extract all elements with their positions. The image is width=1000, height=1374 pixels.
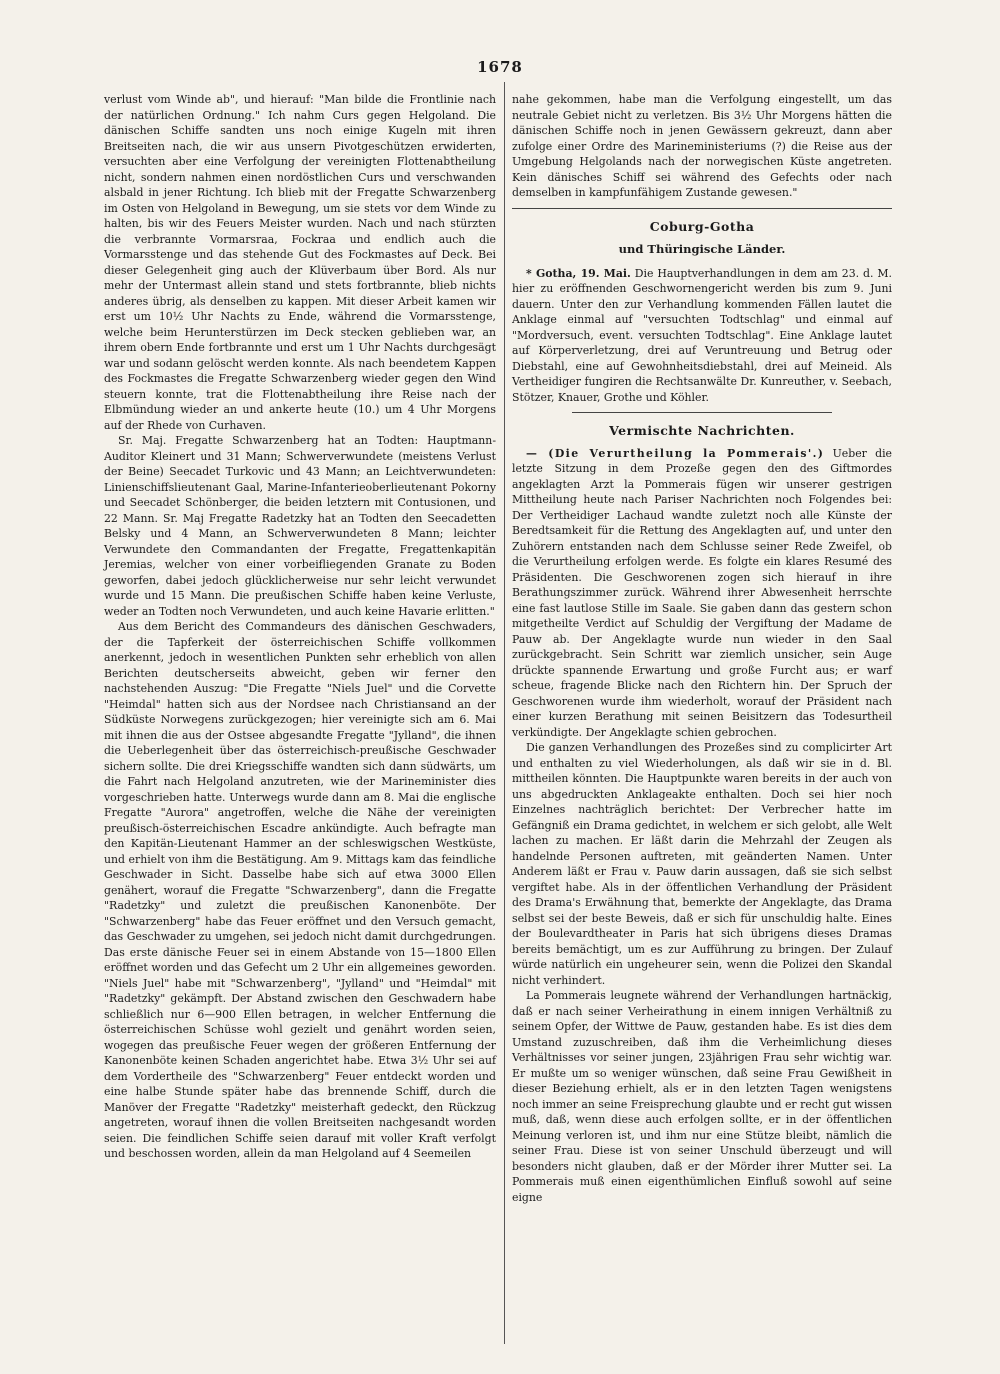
section-title-vermischte-nachrichten: Vermischte Nachrichten. bbox=[609, 423, 795, 439]
article-paragraph: Aus dem Bericht des Commandeurs des dänischen Geschwaders, der die Tapferkeit der österreichischen Schiffe vollkommen anerkennt, jedoch in wesentlichen Punkten sehr erheblich von allen Berichten deutscherseits abweicht, geben wir ferner den nachstehenden Auszug: "Die Fregatte "Niels Juel" und die Corvette "Heimdal" hatten sich aus der Nordsee nach Christiansand an der Südküste Norwegens zurückgezogen; hier vereinigte sich am 6. Mai mit ihnen die aus der Ostsee abgesandte Fregatte "Jylland", die ihnen die Ueberlegenheit über das österreichisch-preußische Geschwader sichern sollte. Die drei Kriegsschiffe wandten sich dann südwärts, um die Fahrt nach Helgoland anzutreten, wie der Marineminister dies vorgeschrieben hatte. Unterwegs wurde dann am 8. Mai die englische Fregatte "Aurora" angetroffen, welche die Nähe der vereinigten preußisch-österreichischen Escadre ankündigte. Auch befragte man den Kapitän-Lieutenant Hammer an der schleswigschen Westküste, und erhielt von ihm die Bestätigung. Am 9. Mittags kam das feindliche Geschwader in Sicht. Dasselbe habe sich auf etwa 3000 Ellen genähert, worauf die Fregatte "Schwarzenberg", dann die Fregatte "Radetzky" und zuletzt die preußischen Kanonenböte. Der "Schwarzenberg" habe das Feuer eröffnet und den Versuch gemacht, das Geschwader zu umgehen, sei jedoch nicht damit durchgedrungen. Das erste dänische Feuer sei in einem Abstande von 15—1800 Ellen eröffnet worden und das Gefecht um 2 Uhr ein allgemeines geworden. "Niels Juel" habe mit "Schwarzenberg", "Jylland" und "Heimdal" mit "Radetzky" gekämpft. Der Abstand zwischen den Geschwadern habe schließlich nur 6—900 Ellen betragen, in welcher Entfernung die österreichischen Schüsse wohl gezielt und genährt worden seien, wogegen das preußische Feuer wegen der größeren Entfernung der Kanonenböte keinen Schaden angerichtet habe. Etwa 3½ Uhr sei auf dem Vordertheile des "Schwarzenberg" Feuer entdeckt worden und eine halbe Stunde später habe das brennende Schiff, durch die Manöver der Fregatte "Radetzky" meisterhaft gedeckt, den Rückzug angetreten, worauf ihnen die vollen Breitseiten nachgesandt worden seien. Die feindlichen Schiffe seien darauf mit voller Kraft verfolgt und beschossen worden, allein da man Helgoland auf 4 Seemeilen bbox=[104, 620, 496, 1160]
article-paragraph: La Pommerais leugnete während der Verhandlungen hartnäckig, daß er nach seiner Verheirathung in einem innigen Verhältniß zu seinem Opfer, der Wittwe de Pauw, gestanden habe. Es ist dies dem Umstand zuzuschreiben, daß ihm die Verheimlichung dieses Verhältnisses vor seiner jungen, 23jährigen Frau sehr wichtig war. Er mußte um so weniger wünschen, daß seine Frau Gewißheit in dieser Beziehung erhielt, als er in den letzten Tagen wenigstens noch immer an seine Freisprechung glaubte und er recht gut wissen muß, daß, wenn diese auch erfolgen sollte, er in der öffentlichen Meinung verloren ist, und ihm nur eine Stütze bleibt, nämlich die seiner Frau. Diese ist von seiner Unschuld überzeugt und will besonders nicht glauben, daß er der Mörder ihrer Mutter sei. La Pommerais muß einen eigenthümlichen Einfluß sowohl auf seine eigne bbox=[512, 989, 892, 1204]
column-divider bbox=[504, 82, 505, 1344]
right-column bbox=[512, 92, 892, 1205]
article-heading: — (Die Verurtheilung la Pommerais'.) bbox=[526, 446, 825, 460]
page-number: 1678 bbox=[477, 58, 523, 76]
article-paragraph: verlust vom Winde ab", und hierauf: "Man bilde die Frontlinie nach der natürlichen Ordnung." Ich nahm Curs gegen Helgoland. Die dänischen Schiffe sandten uns noch einige Kugeln mit ihren Breitseiten nach, die wir aus unsern Pivotgeschützen erwiderten, versuchten aber eine Verfolgung der vereinigten Flottenabtheilung nicht, sondern nahmen einen nordöstlichen Curs und verschwanden alsbald in jener Richtung. Ich blieb mit der Fregatte Schwarzenberg im Osten von Helgoland in Bewegung, um sie stets vor dem Winde zu halten, bis wir des Feuers Meister wurden. Nach und nach stürzten die verbrannte Vormarsraa, Fockraa und endlich auch die Vormarsstenge und das stehende Gut des Fockmastes auf Deck. Bei dieser Gelegenheit ging auch der Klüverbaum über Bord. Als nur mehr der Untermast allein stand und stets fortbrannte, blieb nichts anderes übrig, als denselben zu kappen. Mit dieser Arbeit kamen wir erst um 10½ Uhr Nachts zu Ende, während die Vormarsstenge, welche beim Herunterstürzen im Deck stecken geblieben war, an ihrem obern Ende fortbrannte und erst um 1 Uhr Nachts durchgesägt war und sodann gelöscht werden konnte. Als nach beendetem Kappen des Fockmastes die Fregatte Schwarzenberg wieder gegen den Wind steuern konnte, trat die Flottenabtheilung ihre Reise nach der Elbmündung wieder an und ankerte heute (10.) um 4 Uhr Morgens auf der Rhede von Curhaven. bbox=[104, 93, 496, 432]
article-paragraph: Sr. Maj. Fregatte Schwarzenberg hat an Todten: Hauptmann-Auditor Kleinert und 31 Mann; Schwerverwundete (meistens Verlust der Beine) Seecadet Turkovic und 43 Mann; an Leichtverwundeten: Linienschiffslieutenant Gaal, Marine-Infanterieoberlieutenant Pokorny und Seecadet Schönberger, die beiden letztern mit Contusionen, und 22 Mann. Sr. Maj Fregatte Radetzky hat an Todten den Seecadetten Belsky und 4 Mann, an Schwerverwundeten 8 Mann; leichter Verwundete den Commandanten der Fregatte, Fregattenkapitän Jeremias, welcher von einer vorbeifliegenden Granate zu Boden geworfen, dabei jedoch glücklicherweise nur sehr leicht verwundet wurde und 15 Mann. Die preußischen Schiffe haben keine Verluste, weder an Todten noch Verwundeten, und auch keine Havarie erlitten." bbox=[104, 434, 496, 618]
article-text: Die Hauptverhandlungen in dem am 23. d. M. hier zu eröffnenden Geschwornengericht werden bis zum 9. Juni dauern. Unter den zur Verhandlung kommenden Fällen lautet die Anklage einmal auf "versuchten Todtschlag" und einmal auf "Mordversuch, event. versuchten Todtschlag". Eine Anklage lautet auf Körperverletzung, drei auf Veruntreuung und Betrug oder Diebstahl, eine auf Gewohnheitsdiebstahl, drei auf Meineid. Als Vertheidiger fungiren die Rechtsanwälte Dr. Kunreuther, v. Seebach, Stötzer, Knauer, Grothe und Köhler. bbox=[512, 266, 892, 404]
article-paragraph: Die ganzen Verhandlungen des Prozeßes sind zu complicirter Art und enthalten zu viel Wiederholungen, als daß wir sie in d. Bl. mittheilen könnten. Die Hauptpunkte waren bereits in der auch von uns abgedruckten Anklageakte enthalten. Doch sei hier noch Einzelnes nachträglich berichtet: Der Verbrecher hatte im Gefängniß ein Drama gedichtet, in welchem er sich gelobt, alle Welt lachen zu machen. Er läßt darin die Mehrzahl der Zeugen als handelnde Personen auftreten, mit geänderten Namen. Unter Anderem läßt er Frau v. Pauw darin aussagen, daß sie sich selbst vergiftet habe. Als in der öffentlichen Verhandlung der Präsident des Drama's Erwähnung that, bemerkte der Angeklagte, das Drama selbst sei der beste Beweis, daß er sich für unschuldig halte. Eines der Boulevardtheater in Paris hat sich übrigens dieses Dramas bereits bemächtigt, um es zur Aufführung zu bringen. Der Zulauf würde natürlich ein ungeheurer sein, wenn die Polizei den Skandal nicht verhindert. bbox=[512, 741, 892, 987]
article-paragraph bbox=[512, 266, 892, 406]
article-paragraph: nahe gekommen, habe man die Verfolgung eingestellt, um das neutrale Gebiet nicht zu verletzen. Bis 3½ Uhr Morgens hätten die dänischen Schiffe noch in jenen Gewässern gekreuzt, dann aber zufolge einer Ordre des Marineministeriums (?) die Reise aus der Umgebung Helgolands nach der norwegischen Küste angetreten. Kein dänisches Schiff sei während des Gefechts oder nach demselben in kampfunfähigem Zustande gewesen." bbox=[512, 93, 892, 199]
section-rule bbox=[512, 208, 892, 209]
section-title-coburg-gotha: Coburg-Gotha bbox=[649, 218, 755, 234]
left-column bbox=[104, 92, 496, 1162]
article-text: Ueber die letzte Sitzung in dem Prozeße gegen den des Giftmordes angeklagten Arzt la Pommerais fügen wir unserer gestrigen Mittheilung heute nach Pariser Nachrichten noch Folgendes bei: Der Vertheidiger Lachaud wandte zuletzt noch alle Künste der Beredtsamkeit für die Rettung des Angeklagten auf, und unter den Zuhörern entstanden nach dem Schlusse seiner Rede Zweifel, ob die Verurtheilung erfolgen werde. Es folgte ein klares Resumé des Präsidenten. Die Geschworenen zogen sich hierauf in ihre Berathungszimmer zurück. Während ihrer Abwesenheit herrschte eine fast lautlose Stille im Saale. Sie gaben dann das gestern schon mitgetheilte Verdict auf Schuldig der Vergiftung der Madame de Pauw ab. Der Angeklagte wurde nun wieder in den Saal zurückgebracht. Sein Schritt war ziemlich unsicher, sein Auge drückte spannende Erwartung und große Furcht aus; er warf scheue, fragende Blicke nach den Richtern hin. Der Spruch der Geschworenen wurde ihm wiederholt, worauf der Präsident nach einer kurzen Berathung mit seinen Beisitzern das Todesurtheil verkündigte. Der Angeklagte schien gebrochen. bbox=[512, 446, 892, 739]
section-rule bbox=[572, 412, 832, 413]
section-subtitle: und Thüringische Länder. bbox=[618, 242, 786, 257]
article-paragraph bbox=[512, 446, 892, 741]
dateline: * Gotha, 19. Mai. bbox=[526, 266, 631, 280]
